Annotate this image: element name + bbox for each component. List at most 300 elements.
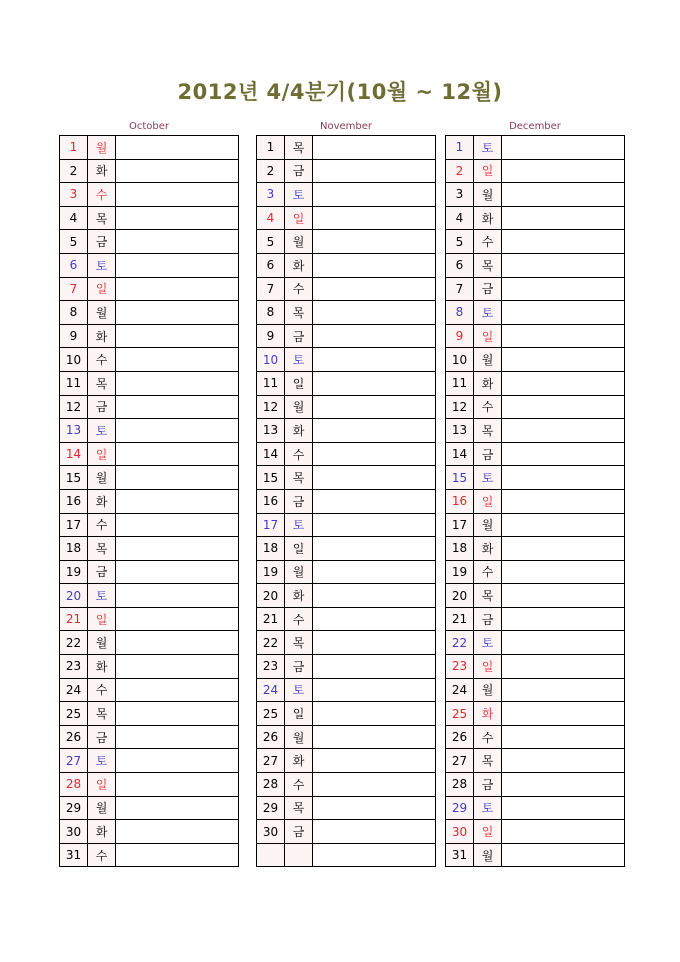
day-row [257, 136, 436, 160]
day-row [446, 796, 625, 820]
note-cell[interactable] [116, 607, 239, 631]
day-number: 9 [257, 324, 285, 348]
day-number: 17 [257, 513, 285, 537]
note-cell[interactable] [502, 796, 625, 820]
day-number: 28 [60, 773, 88, 797]
note-cell[interactable] [116, 773, 239, 797]
note-cell[interactable] [313, 159, 436, 183]
day-number: 17 [60, 513, 88, 537]
day-number: 13 [60, 419, 88, 443]
note-cell[interactable] [116, 584, 239, 608]
weekday: 일 [88, 277, 116, 301]
note-cell[interactable] [116, 702, 239, 726]
note-cell[interactable] [313, 749, 436, 773]
day-number: 14 [257, 442, 285, 466]
day-number: 21 [60, 607, 88, 631]
day-row [446, 749, 625, 773]
day-number: 30 [446, 820, 474, 844]
day-row [60, 655, 239, 679]
day-row [446, 725, 625, 749]
weekday: 금 [88, 560, 116, 584]
note-cell[interactable] [313, 206, 436, 230]
note-cell[interactable] [313, 560, 436, 584]
weekday: 화 [285, 419, 313, 443]
note-cell[interactable] [116, 560, 239, 584]
month-november [256, 118, 436, 867]
weekday: 목 [285, 466, 313, 490]
weekday: 화 [88, 489, 116, 513]
day-number: 31 [60, 843, 88, 867]
weekday: 월 [88, 136, 116, 160]
note-cell[interactable] [313, 702, 436, 726]
note-cell[interactable] [502, 489, 625, 513]
weekday: 목 [88, 206, 116, 230]
day-row [60, 843, 239, 867]
weekday: 토 [88, 584, 116, 608]
note-cell[interactable] [502, 371, 625, 395]
weekday: 수 [88, 843, 116, 867]
day-row [446, 702, 625, 726]
day-number: 3 [257, 183, 285, 207]
day-row [60, 301, 239, 325]
day-number: 12 [257, 395, 285, 419]
day-number: 14 [446, 442, 474, 466]
note-cell[interactable] [116, 230, 239, 254]
day-row [60, 796, 239, 820]
note-cell[interactable] [313, 301, 436, 325]
weekday: 화 [88, 820, 116, 844]
note-cell[interactable] [313, 253, 436, 277]
month-label: October [128, 121, 170, 132]
day-row [446, 230, 625, 254]
day-row [446, 678, 625, 702]
day-row [257, 820, 436, 844]
note-cell[interactable] [116, 442, 239, 466]
weekday: 목 [285, 301, 313, 325]
note-cell[interactable] [116, 537, 239, 561]
day-number: 11 [446, 371, 474, 395]
note-cell[interactable] [313, 820, 436, 844]
day-row [446, 631, 625, 655]
weekday: 월 [88, 631, 116, 655]
weekday: 금 [285, 655, 313, 679]
weekday: 수 [285, 607, 313, 631]
month-december [445, 118, 625, 867]
day-row [60, 749, 239, 773]
day-number: 31 [446, 843, 474, 867]
day-number: 2 [60, 159, 88, 183]
day-number: 20 [257, 584, 285, 608]
note-cell[interactable] [313, 419, 436, 443]
note-cell[interactable] [313, 843, 436, 867]
weekday: 토 [88, 749, 116, 773]
note-cell[interactable] [502, 324, 625, 348]
day-row [257, 513, 436, 537]
day-number: 5 [60, 230, 88, 254]
day-number: 3 [60, 183, 88, 207]
note-cell[interactable] [116, 253, 239, 277]
day-row [446, 348, 625, 372]
note-cell[interactable] [116, 136, 239, 160]
note-cell[interactable] [116, 466, 239, 490]
month-october [59, 118, 239, 867]
weekday: 일 [285, 371, 313, 395]
note-cell[interactable] [502, 607, 625, 631]
day-row [446, 773, 625, 797]
day-number: 20 [446, 584, 474, 608]
day-row [257, 725, 436, 749]
day-row [446, 489, 625, 513]
day-number: 22 [446, 631, 474, 655]
day-row [257, 324, 436, 348]
day-row [446, 513, 625, 537]
day-number: 16 [257, 489, 285, 513]
month-label: December [509, 121, 561, 132]
weekday: 월 [474, 678, 502, 702]
note-cell[interactable] [502, 773, 625, 797]
day-number: 30 [257, 820, 285, 844]
day-row [60, 820, 239, 844]
note-cell[interactable] [502, 655, 625, 679]
day-number: 28 [257, 773, 285, 797]
note-cell[interactable] [313, 796, 436, 820]
weekday: 금 [285, 324, 313, 348]
weekday: 월 [88, 301, 116, 325]
day-number: 12 [60, 395, 88, 419]
note-cell[interactable] [313, 584, 436, 608]
weekday: 목 [88, 537, 116, 561]
weekday: 화 [474, 371, 502, 395]
day-row [257, 183, 436, 207]
day-row [446, 442, 625, 466]
weekday: 목 [474, 419, 502, 443]
note-cell[interactable] [313, 395, 436, 419]
day-row [446, 655, 625, 679]
day-number: 17 [446, 513, 474, 537]
day-row [60, 513, 239, 537]
note-cell[interactable] [116, 749, 239, 773]
note-cell[interactable] [313, 277, 436, 301]
note-cell[interactable] [116, 725, 239, 749]
weekday: 수 [474, 560, 502, 584]
weekday: 수 [88, 348, 116, 372]
day-row [60, 136, 239, 160]
weekday: 일 [285, 702, 313, 726]
weekday: 월 [88, 796, 116, 820]
day-number: 27 [60, 749, 88, 773]
weekday: 토 [474, 796, 502, 820]
day-row [60, 725, 239, 749]
day-table [256, 135, 436, 867]
note-cell[interactable] [116, 678, 239, 702]
day-row [60, 466, 239, 490]
day-number: 1 [257, 136, 285, 160]
day-number: 5 [257, 230, 285, 254]
note-cell[interactable] [313, 324, 436, 348]
weekday: 수 [474, 230, 502, 254]
note-cell[interactable] [313, 773, 436, 797]
day-number: 15 [257, 466, 285, 490]
weekday: 일 [88, 442, 116, 466]
day-row [446, 206, 625, 230]
day-number: 16 [446, 489, 474, 513]
note-cell[interactable] [502, 631, 625, 655]
day-row [60, 348, 239, 372]
note-cell[interactable] [313, 678, 436, 702]
note-cell[interactable] [116, 843, 239, 867]
day-number: 29 [446, 796, 474, 820]
day-number: 16 [60, 489, 88, 513]
day-row [446, 607, 625, 631]
note-cell[interactable] [313, 537, 436, 561]
day-row [257, 371, 436, 395]
weekday: 화 [88, 159, 116, 183]
weekday: 토 [474, 466, 502, 490]
day-number: 29 [60, 796, 88, 820]
note-cell[interactable] [313, 655, 436, 679]
day-row [60, 183, 239, 207]
day-number: 10 [60, 348, 88, 372]
day-row [60, 277, 239, 301]
day-row [257, 655, 436, 679]
day-number [257, 843, 285, 867]
day-row [446, 395, 625, 419]
day-number: 9 [446, 324, 474, 348]
weekday: 토 [88, 419, 116, 443]
note-cell[interactable] [502, 702, 625, 726]
day-row [257, 419, 436, 443]
note-cell[interactable] [502, 466, 625, 490]
day-number: 7 [257, 277, 285, 301]
day-row [446, 537, 625, 561]
weekday: 금 [474, 442, 502, 466]
weekday: 화 [285, 253, 313, 277]
day-row [257, 206, 436, 230]
day-number: 20 [60, 584, 88, 608]
day-row [60, 537, 239, 561]
weekday: 일 [88, 607, 116, 631]
weekday: 월 [474, 183, 502, 207]
day-number: 2 [446, 159, 474, 183]
weekday: 일 [474, 820, 502, 844]
day-row [60, 631, 239, 655]
weekday: 일 [285, 206, 313, 230]
weekday: 목 [474, 749, 502, 773]
day-number: 7 [446, 277, 474, 301]
weekday: 목 [474, 253, 502, 277]
note-cell[interactable] [502, 395, 625, 419]
weekday: 금 [88, 725, 116, 749]
weekday: 수 [88, 678, 116, 702]
day-number: 25 [446, 702, 474, 726]
day-row [257, 277, 436, 301]
weekday: 일 [474, 159, 502, 183]
weekday: 화 [88, 655, 116, 679]
note-cell[interactable] [116, 820, 239, 844]
note-cell[interactable] [116, 796, 239, 820]
note-cell[interactable] [116, 159, 239, 183]
weekday: 월 [88, 466, 116, 490]
note-cell[interactable] [502, 442, 625, 466]
weekday: 일 [474, 655, 502, 679]
day-number: 22 [257, 631, 285, 655]
day-row [446, 466, 625, 490]
page-title: 2012년 4/4분기(10월 ~ 12월) [177, 80, 503, 104]
day-number: 23 [60, 655, 88, 679]
weekday: 토 [285, 183, 313, 207]
note-cell[interactable] [116, 655, 239, 679]
day-number: 13 [446, 419, 474, 443]
note-cell[interactable] [116, 371, 239, 395]
weekday: 화 [285, 584, 313, 608]
weekday: 수 [285, 277, 313, 301]
note-cell[interactable] [313, 607, 436, 631]
weekday: 금 [88, 395, 116, 419]
day-row [446, 136, 625, 160]
note-cell[interactable] [502, 230, 625, 254]
weekday: 목 [474, 584, 502, 608]
note-cell[interactable] [502, 843, 625, 867]
day-row [446, 584, 625, 608]
note-cell[interactable] [313, 230, 436, 254]
day-row [257, 253, 436, 277]
note-cell[interactable] [502, 560, 625, 584]
note-cell[interactable] [502, 749, 625, 773]
note-cell[interactable] [502, 537, 625, 561]
note-cell[interactable] [116, 419, 239, 443]
day-row [446, 253, 625, 277]
weekday: 월 [474, 348, 502, 372]
note-cell[interactable] [502, 136, 625, 160]
day-row [60, 584, 239, 608]
note-cell[interactable] [313, 631, 436, 655]
weekday: 수 [88, 513, 116, 537]
day-row [446, 324, 625, 348]
weekday: 토 [285, 348, 313, 372]
day-number: 30 [60, 820, 88, 844]
day-row [446, 301, 625, 325]
note-cell[interactable] [116, 489, 239, 513]
day-number: 3 [446, 183, 474, 207]
note-cell[interactable] [313, 183, 436, 207]
weekday: 금 [88, 230, 116, 254]
note-cell[interactable] [502, 277, 625, 301]
day-row [60, 159, 239, 183]
day-number: 15 [60, 466, 88, 490]
day-number: 10 [446, 348, 474, 372]
weekday: 목 [285, 136, 313, 160]
day-row [257, 395, 436, 419]
day-row [257, 537, 436, 561]
note-cell[interactable] [116, 301, 239, 325]
day-number: 27 [446, 749, 474, 773]
weekday: 월 [285, 230, 313, 254]
note-cell[interactable] [313, 466, 436, 490]
day-number: 4 [257, 206, 285, 230]
note-cell[interactable] [502, 513, 625, 537]
weekday: 목 [285, 796, 313, 820]
note-cell[interactable] [502, 183, 625, 207]
day-number: 21 [446, 607, 474, 631]
day-number: 4 [446, 206, 474, 230]
day-number: 21 [257, 607, 285, 631]
day-number: 28 [446, 773, 474, 797]
day-row [60, 442, 239, 466]
note-cell[interactable] [313, 442, 436, 466]
day-row [60, 773, 239, 797]
weekday: 수 [474, 725, 502, 749]
day-number: 15 [446, 466, 474, 490]
day-table [59, 135, 239, 867]
day-row [446, 560, 625, 584]
note-cell[interactable] [502, 206, 625, 230]
note-cell[interactable] [116, 206, 239, 230]
weekday: 일 [88, 773, 116, 797]
note-cell[interactable] [116, 631, 239, 655]
day-row [60, 206, 239, 230]
day-row [257, 843, 436, 867]
note-cell[interactable] [116, 277, 239, 301]
weekday: 수 [285, 442, 313, 466]
day-number: 11 [60, 371, 88, 395]
note-cell[interactable] [502, 725, 625, 749]
day-number: 23 [257, 655, 285, 679]
note-cell[interactable] [313, 513, 436, 537]
day-number: 6 [60, 253, 88, 277]
note-cell[interactable] [116, 513, 239, 537]
note-cell[interactable] [313, 348, 436, 372]
note-cell[interactable] [502, 253, 625, 277]
day-row [257, 678, 436, 702]
day-number: 1 [446, 136, 474, 160]
weekday: 목 [285, 631, 313, 655]
note-cell[interactable] [502, 820, 625, 844]
note-cell[interactable] [502, 159, 625, 183]
day-number: 8 [60, 301, 88, 325]
day-row [257, 702, 436, 726]
day-row [60, 253, 239, 277]
note-cell[interactable] [116, 183, 239, 207]
note-cell[interactable] [313, 489, 436, 513]
day-row [257, 159, 436, 183]
weekday: 수 [285, 773, 313, 797]
note-cell[interactable] [116, 348, 239, 372]
weekday: 금 [474, 773, 502, 797]
note-cell[interactable] [116, 395, 239, 419]
day-row [446, 419, 625, 443]
note-cell[interactable] [502, 301, 625, 325]
day-row [60, 230, 239, 254]
day-row [257, 607, 436, 631]
day-row [257, 584, 436, 608]
day-row [446, 371, 625, 395]
note-cell[interactable] [502, 584, 625, 608]
note-cell[interactable] [313, 136, 436, 160]
day-row [446, 277, 625, 301]
weekday: 수 [474, 395, 502, 419]
note-cell[interactable] [502, 678, 625, 702]
note-cell[interactable] [313, 725, 436, 749]
note-cell[interactable] [502, 348, 625, 372]
weekday: 화 [474, 206, 502, 230]
weekday: 화 [474, 702, 502, 726]
weekday: 금 [285, 489, 313, 513]
note-cell[interactable] [313, 371, 436, 395]
day-number: 8 [446, 301, 474, 325]
day-number: 11 [257, 371, 285, 395]
note-cell[interactable] [502, 419, 625, 443]
note-cell[interactable] [116, 324, 239, 348]
